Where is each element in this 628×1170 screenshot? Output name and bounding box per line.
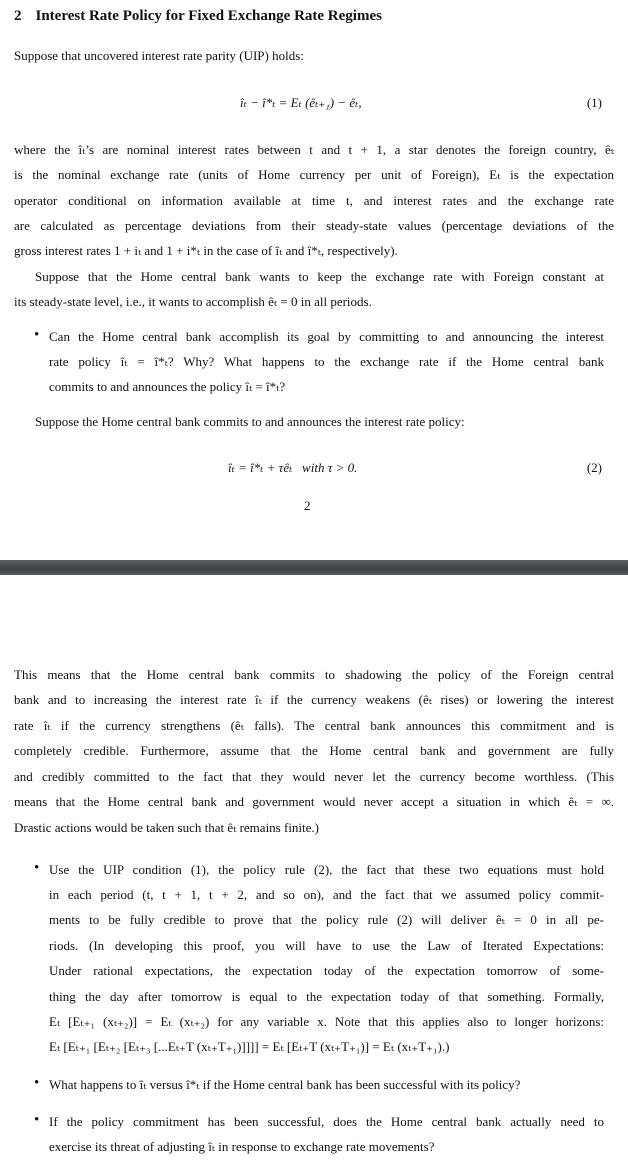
document-page-2 <box>0 575 628 1170</box>
section-number: 2 <box>14 8 22 24</box>
paragraph-line: where the îₜ’s are nominal interest rates between t and t + 1, a star denotes the foreign country, êₜ <box>14 142 614 157</box>
bullet-icon: • <box>34 860 40 876</box>
equation-2-number: (2) <box>586 460 602 475</box>
paragraph-line: operator conditional on information available at time t, and interest rates and the exchange rate <box>14 193 614 208</box>
paragraph-line: Suppose the Home central bank commits to and announces the interest rate policy: <box>35 414 465 429</box>
paragraph-line: and credibly committed to the fact that they would never let the currency become worthless. (This <box>14 769 614 784</box>
bullet-line: ments to be fully credible to prove that the policy rule (2) will deliver êₜ = 0 in all pe- <box>49 912 604 927</box>
page-divider <box>0 560 628 575</box>
bullet-icon: • <box>34 327 40 343</box>
bullet-line: commits to and announces the policy îₜ = î*ₜ? <box>49 379 286 394</box>
paragraph-line: gross interest rates 1 + iₜ and 1 + i*ₜ in the case of îₜ and î*ₜ, respectively). <box>14 243 398 258</box>
section-heading <box>14 8 382 25</box>
paragraph-line: its steady-state level, i.e., it wants to accomplish êₜ = 0 in all periods. <box>14 294 372 309</box>
bullet-line: Eₜ [Eₜ₊₁ (xₜ₊₂)] = Eₜ (xₜ₊₂) for any variable x. Note that this applies also to longer horizons: <box>49 1014 604 1029</box>
paragraph-line: bank and to increasing the interest rate îₜ if the currency weakens (êₜ rises) or lowering the interest <box>14 692 614 707</box>
bullet-line: riods. (In developing this proof, you will have to use the Law of Iterated Expectations: <box>49 938 604 953</box>
paragraph-line: Suppose that the Home central bank wants to keep the exchange rate with Foreign constant at <box>35 269 604 284</box>
document-page-1 <box>0 0 628 560</box>
page-number: 2 <box>304 498 311 513</box>
paragraph-line: rate îₜ if the currency strengthens (êₜ falls). The central bank announces this commitment and is <box>14 718 614 733</box>
section-title: Interest Rate Policy for Fixed Exchange Rate Regimes <box>35 8 382 24</box>
bullet-line: If the policy commitment has been successful, does the Home central bank actually need to <box>49 1114 604 1129</box>
paragraph-line: means that the Home central bank and government would never accept a situation in which êₜ = ∞. <box>14 794 614 809</box>
bullet-line: Under rational expectations, the expectation today of the expectation tomorrow of some- <box>49 963 604 978</box>
bullet-line: rate policy îₜ = î*ₜ? Why? What happens to the exchange rate if the Home central bank <box>49 354 604 369</box>
paragraph-line: This means that the Home central bank commits to shadowing the policy of the Foreign central <box>14 667 614 682</box>
bullet-line: exercise its threat of adjusting îₜ in response to exchange rate movements? <box>49 1139 435 1154</box>
paragraph-line: is the nominal exchange rate (units of Home currency per unit of Foreign), Eₜ is the expectation <box>14 167 614 182</box>
paragraph-line: completely credible. Furthermore, assume that the Home central bank and government are fully <box>14 743 614 758</box>
intro-text: Suppose that uncovered interest rate parity (UIP) holds: <box>14 48 304 63</box>
bullet-line: What happens to îₜ versus î*ₜ if the Home central bank has been successful with its policy? <box>49 1077 521 1092</box>
bullet-line: Eₜ [Eₜ₊₁ [Eₜ₊₂ [Eₜ₊₃ [...Eₜ₊T (xₜ₊T₊₁)]]]] = Eₜ [Eₜ₊T (xₜ₊T₊₁)] = Eₜ (xₜ₊T₊₁).) <box>49 1039 450 1054</box>
paragraph-line: are calculated as percentage deviations from their steady-state values (percentage deviations of the <box>14 218 614 233</box>
bullet-icon: • <box>34 1075 40 1091</box>
bullet-line: Can the Home central bank accomplish its goal by committing to and announcing the interest <box>49 329 604 344</box>
equation-1-number: (1) <box>586 95 602 110</box>
bullet-line: Use the UIP condition (1), the policy rule (2), the fact that these two equations must hold <box>49 862 604 877</box>
bullet-line: in each period (t, t + 1, t + 2, and so on), and the fact that we assumed policy commit- <box>49 887 604 902</box>
equation-2: îₜ = î*ₜ + τêₜ with τ > 0. <box>228 460 358 475</box>
paragraph-line: Drastic actions would be taken such that êₜ remains finite.) <box>14 820 319 835</box>
bullet-line: thing the day after tomorrow is equal to the expectation today of that something. Formally, <box>49 989 604 1004</box>
equation-1: îₜ − î*ₜ = Eₜ (êₜ₊₁) − êₜ, <box>240 95 362 110</box>
bullet-icon: • <box>34 1112 40 1128</box>
